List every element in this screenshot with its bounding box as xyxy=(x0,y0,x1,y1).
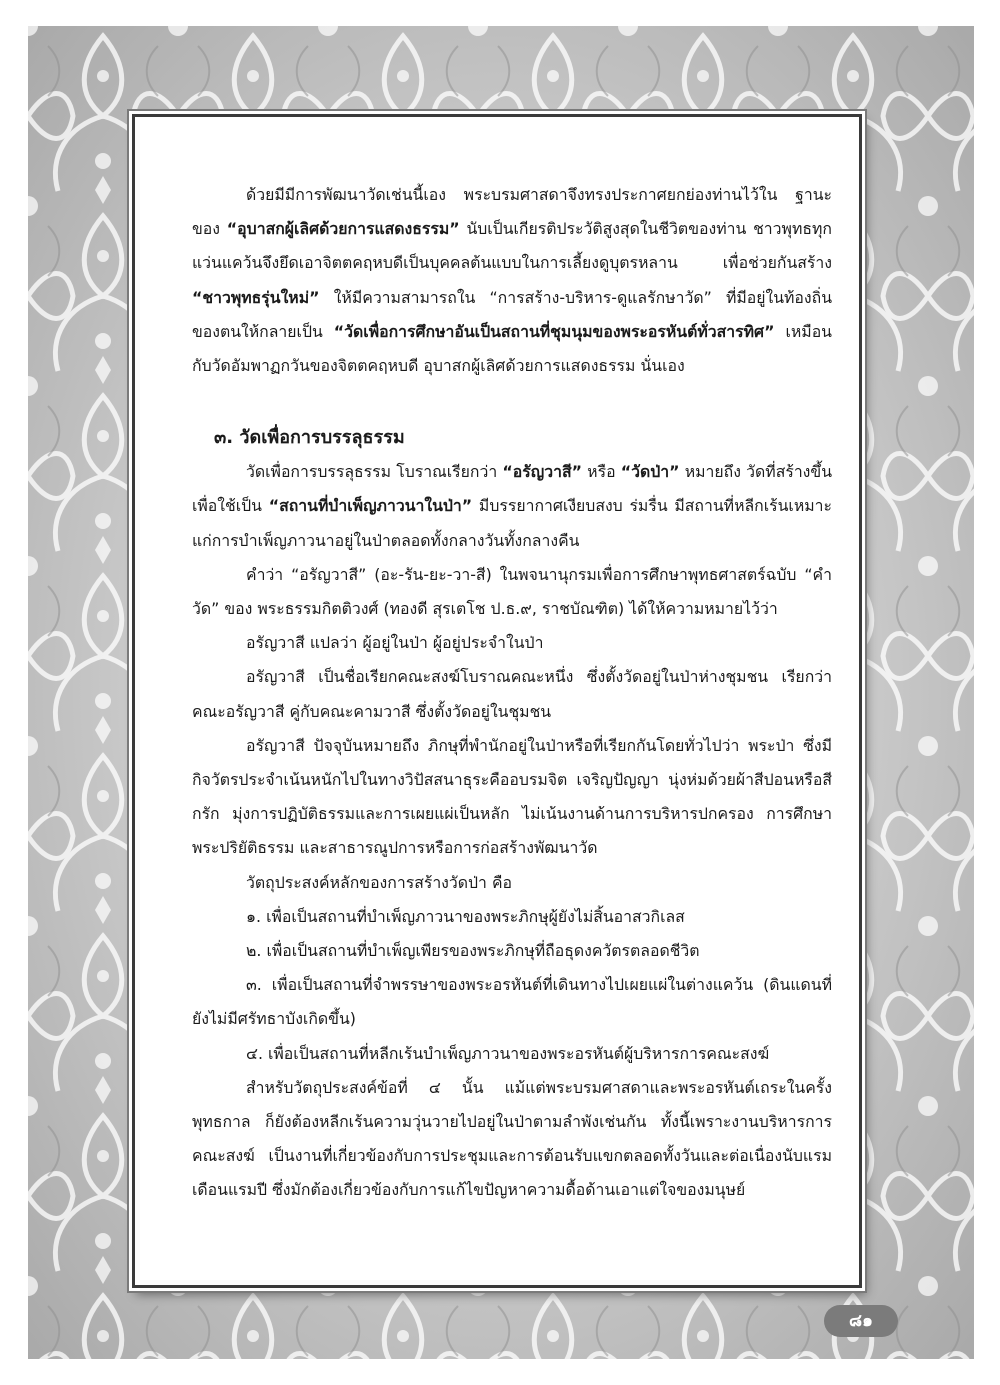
list-item-4: ๔. เพื่อเป็นสถานที่หลีกเร้นบำเพ็ญภาวนาของพระอรหันต์ผู้บริหารการคณะสงฆ์ xyxy=(246,1043,770,1063)
list-item-3: ๓. เพื่อเป็นสถานที่จำพรรษาของพระอรหันต์ที่เดินทางไปเผยแผ่ในต่างแคว้น (ดินแดนที่ยังไม่มีศรัทธาบังเกิดขึ้น) xyxy=(192,975,832,1029)
paragraph-2: คำว่า “อรัญวาสี” (อะ-รัน-ยะ-วา-สี) ในพจนานุกรมเพื่อการศึกษาพุทธศาสตร์ฉบับ “คำวัด” ของ พระธรรมกิตติวงศ์ (ทองดี สุรเตโช ป.ธ.๙, ราชบัณฑิต) ได้ให้ความหมายไว้ว่า xyxy=(192,564,832,619)
list-item-1: ๑. เพื่อเป็นสถานที่บำเพ็ญภาวนาของพระภิกษุผู้ยังไม่สิ้นอาสวกิเลส xyxy=(246,906,685,926)
p1-text-3: หมายถึง วัดที่สร้างขึ้นเพื่อใช้เป็น xyxy=(192,462,832,516)
p1-bold-1: “อรัญวาสี” xyxy=(502,462,582,482)
p1-text-2: หรือ xyxy=(581,462,621,482)
paragraph-1 xyxy=(192,455,832,558)
p1-bold-3: “สถานที่บำเพ็ญภาวนาในป่า” xyxy=(268,496,473,516)
paragraph-6: วัตถุประสงค์หลักของการสร้างวัดป่า คือ xyxy=(246,872,513,892)
paragraph-4: อรัญวาสี เป็นชื่อเรียกคณะสงฆ์โบราณคณะหนึ่ง ซึ่งตั้งวัดอยู่ในป่าห่างชุมชน เรียกว่า คณะอรัญวาสี คู่กับคณะคามวาสี ซึ่งตั้งวัดอยู่ในชุมชน xyxy=(192,667,832,721)
section-heading: ๓. วัดเพื่อการบรรลุธรรม xyxy=(214,427,405,449)
intro-bold-2: “ชาวพุทธรุ่นใหม่” xyxy=(192,287,320,307)
intro-text-1: ด้วยมีมีการพัฒนาวัดเช่นนี้เอง พระบรมศาสดาจึงทรงประกาศยกย่องท่านไว้ใน ฐานะของ xyxy=(192,185,832,239)
p1-text-1: วัดเพื่อการบรรลุธรรม โบราณเรียกว่า xyxy=(246,462,503,482)
paragraph-5: อรัญวาสี ปัจจุบันหมายถึง ภิกษุที่พำนักอยู่ในป่าหรือที่เรียกกันโดยทั่วไปว่า พระป่า ซึ่งมีกิจวัตรประจำเน้นหนักไปในทางวิปัสสนาธุระคืออบรมจิต เจริญปัญญา นุ่งห่มด้วยผ้าสีปอนหรือสีกรัก มุ่งการปฏิบัติธรรมและการเผยแผ่เป็นหลัก ไม่เน้นงานด้านการบริหารปกครอง การศึกษาพระปริยัติธรรม และสาธารณูปการหรือการก่อสร้างพัฒนาวัด xyxy=(192,735,832,858)
intro-bold-1: “อุบาสกผู้เลิศด้วยการแสดงธรรม” xyxy=(226,219,460,239)
intro-bold-3: “วัดเพื่อการศึกษาอันเป็นสถานที่ชุมนุมของพระอรหันต์ทั่วสารทิศ” xyxy=(333,321,775,341)
list-item-2: ๒. เพื่อเป็นสถานที่บำเพ็ญเพียรของพระภิกษุที่ถือธุดงควัตรตลอดชีวิต xyxy=(246,941,700,961)
p1-bold-2: “วัดป่า” xyxy=(620,462,680,482)
p1-text-4: มีบรรยากาศเงียบสงบ ร่มรื่น มีสถานที่หลีกเร้นเหมาะแก่การบำเพ็ญภาวนาอยู่ในป่าตลอดทั้งกลางวันทั้งกลางคืน xyxy=(192,496,832,550)
intro-text-3: ให้มีความสามารถใน “การสร้าง-บริหาร-ดูแลรักษาวัด” ที่มีอยู่ในท้องถิ่นของตนให้กลายเป็น xyxy=(192,287,832,341)
paragraph-3: อรัญวาสี แปลว่า ผู้อยู่ในป่า ผู้อยู่ประจำในป่า xyxy=(246,633,544,653)
paragraph-7: สำหรับวัตถุประสงค์ข้อที่ ๔ นั้น แม้แต่พระบรมศาสดาและพระอรหันต์เถระในครั้งพุทธกาล ก็ยังต้องหลีกเร้นความวุ่นวายไปอยู่ในป่าตามลำพังเช่นกัน ทั้งนี้เพราะงานบริหารการคณะสงฆ์ เป็นงานที่เกี่ยวข้องกับการประชุมและการต้อนรับแขกตลอดทั้งวันและต่อเนื่องนับแรมเดือนแรมปี ซึ่งมักต้องเกี่ยวข้องกับการแก้ไขปัญหาความดื้อด้านเอาแต่ใจของมนุษย์ xyxy=(192,1077,832,1200)
intro-text-4: เหมือนกับวัดอัมพาฏกวันของจิตตคฤหบดี อุบาสกผู้เลิศด้วยการแสดงธรรม นั่นเอง xyxy=(192,321,832,376)
document-body xyxy=(192,178,832,1208)
intro-paragraph xyxy=(192,178,832,383)
intro-text-2: นับเป็นเกียรติประวัติสูงสุดในชีวิตของท่าน ชาวพุทธทุกแว่นแคว้นจึงยึดเอาจิตตคฤหบดีเป็นบุคคลต้นแบบในการเลี้ยงดูบุตรหลาน เพื่อช่วยกันสร้าง xyxy=(192,219,832,273)
page-number-badge: ๘๑ xyxy=(824,1305,898,1337)
